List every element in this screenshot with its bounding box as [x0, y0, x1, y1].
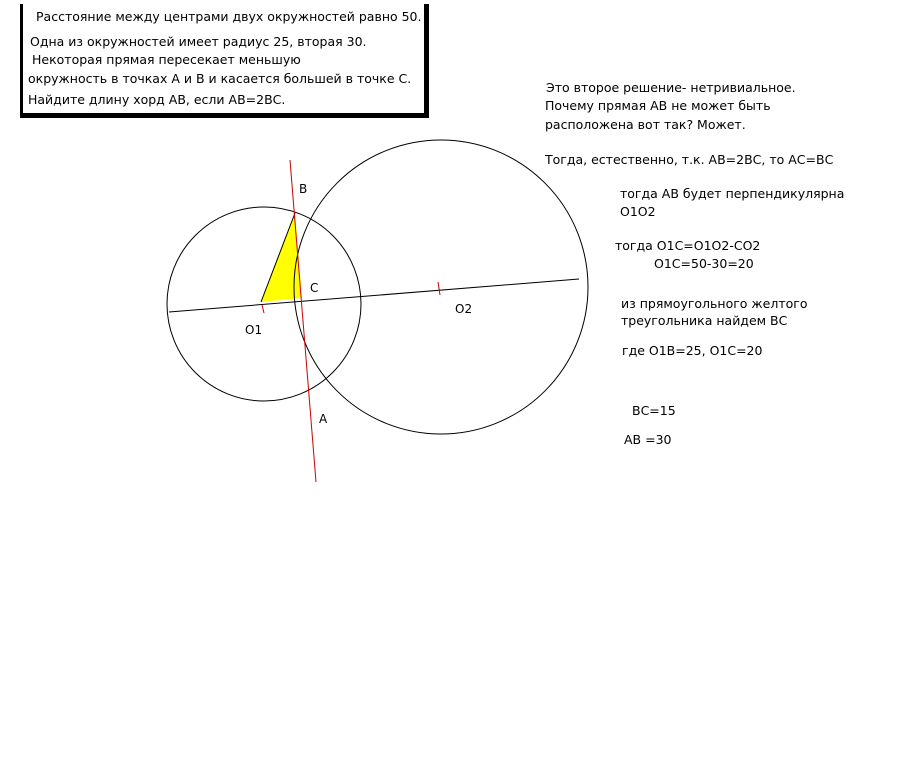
solution-line-2: Почему прямая АВ не может быть [545, 98, 771, 113]
problem-line-3: Некоторая прямая пересекает меньшую [32, 52, 301, 67]
large-circle [294, 140, 588, 434]
solution-line-7: тогда О1С=О1О2-СО2 [615, 238, 761, 253]
solution-line-11: где О1В=25, О1С=20 [622, 343, 763, 358]
label-a: A [319, 412, 328, 426]
problem-line-1: Расстояние между центрами двух окружностей равно 50. [36, 9, 422, 24]
solution-line-5: тогда АВ будет перпендикулярна [620, 186, 845, 201]
solution-line-10: треугольника найдем ВС [621, 313, 788, 328]
label-c: C [310, 281, 319, 295]
solution-line-1: Это второе решение- нетривиальное. [546, 80, 796, 95]
solution-line-6: О1О2 [620, 204, 656, 219]
label-o1: O1 [245, 323, 263, 337]
label-o2: O2 [455, 302, 473, 316]
solution-line-13: АВ =30 [624, 432, 672, 447]
solution-line-9: из прямоугольного желтого [621, 296, 808, 311]
solution-line-4: Тогда, естественно, т.к. АВ=2ВС, то АС=ВС [545, 152, 834, 167]
solution-line-8: О1С=50-30=20 [654, 256, 754, 271]
secant-line-ab [290, 160, 319, 482]
label-b: B [299, 182, 308, 196]
solution-line-3: расположена вот так? Может. [545, 117, 746, 132]
problem-line-5: Найдите длину хорд АВ, если АВ=2ВС. [28, 92, 286, 107]
tick-o2 [438, 282, 440, 295]
tick-o1 [262, 305, 264, 313]
line-o1-o2 [169, 279, 579, 312]
problem-line-4: окружность в точках А и В и касается большей в точке С. [28, 71, 412, 86]
problem-line-2: Одна из окружностей имеет радиус 25, вторая 30. [30, 34, 367, 49]
solution-line-12: ВС=15 [632, 403, 676, 418]
